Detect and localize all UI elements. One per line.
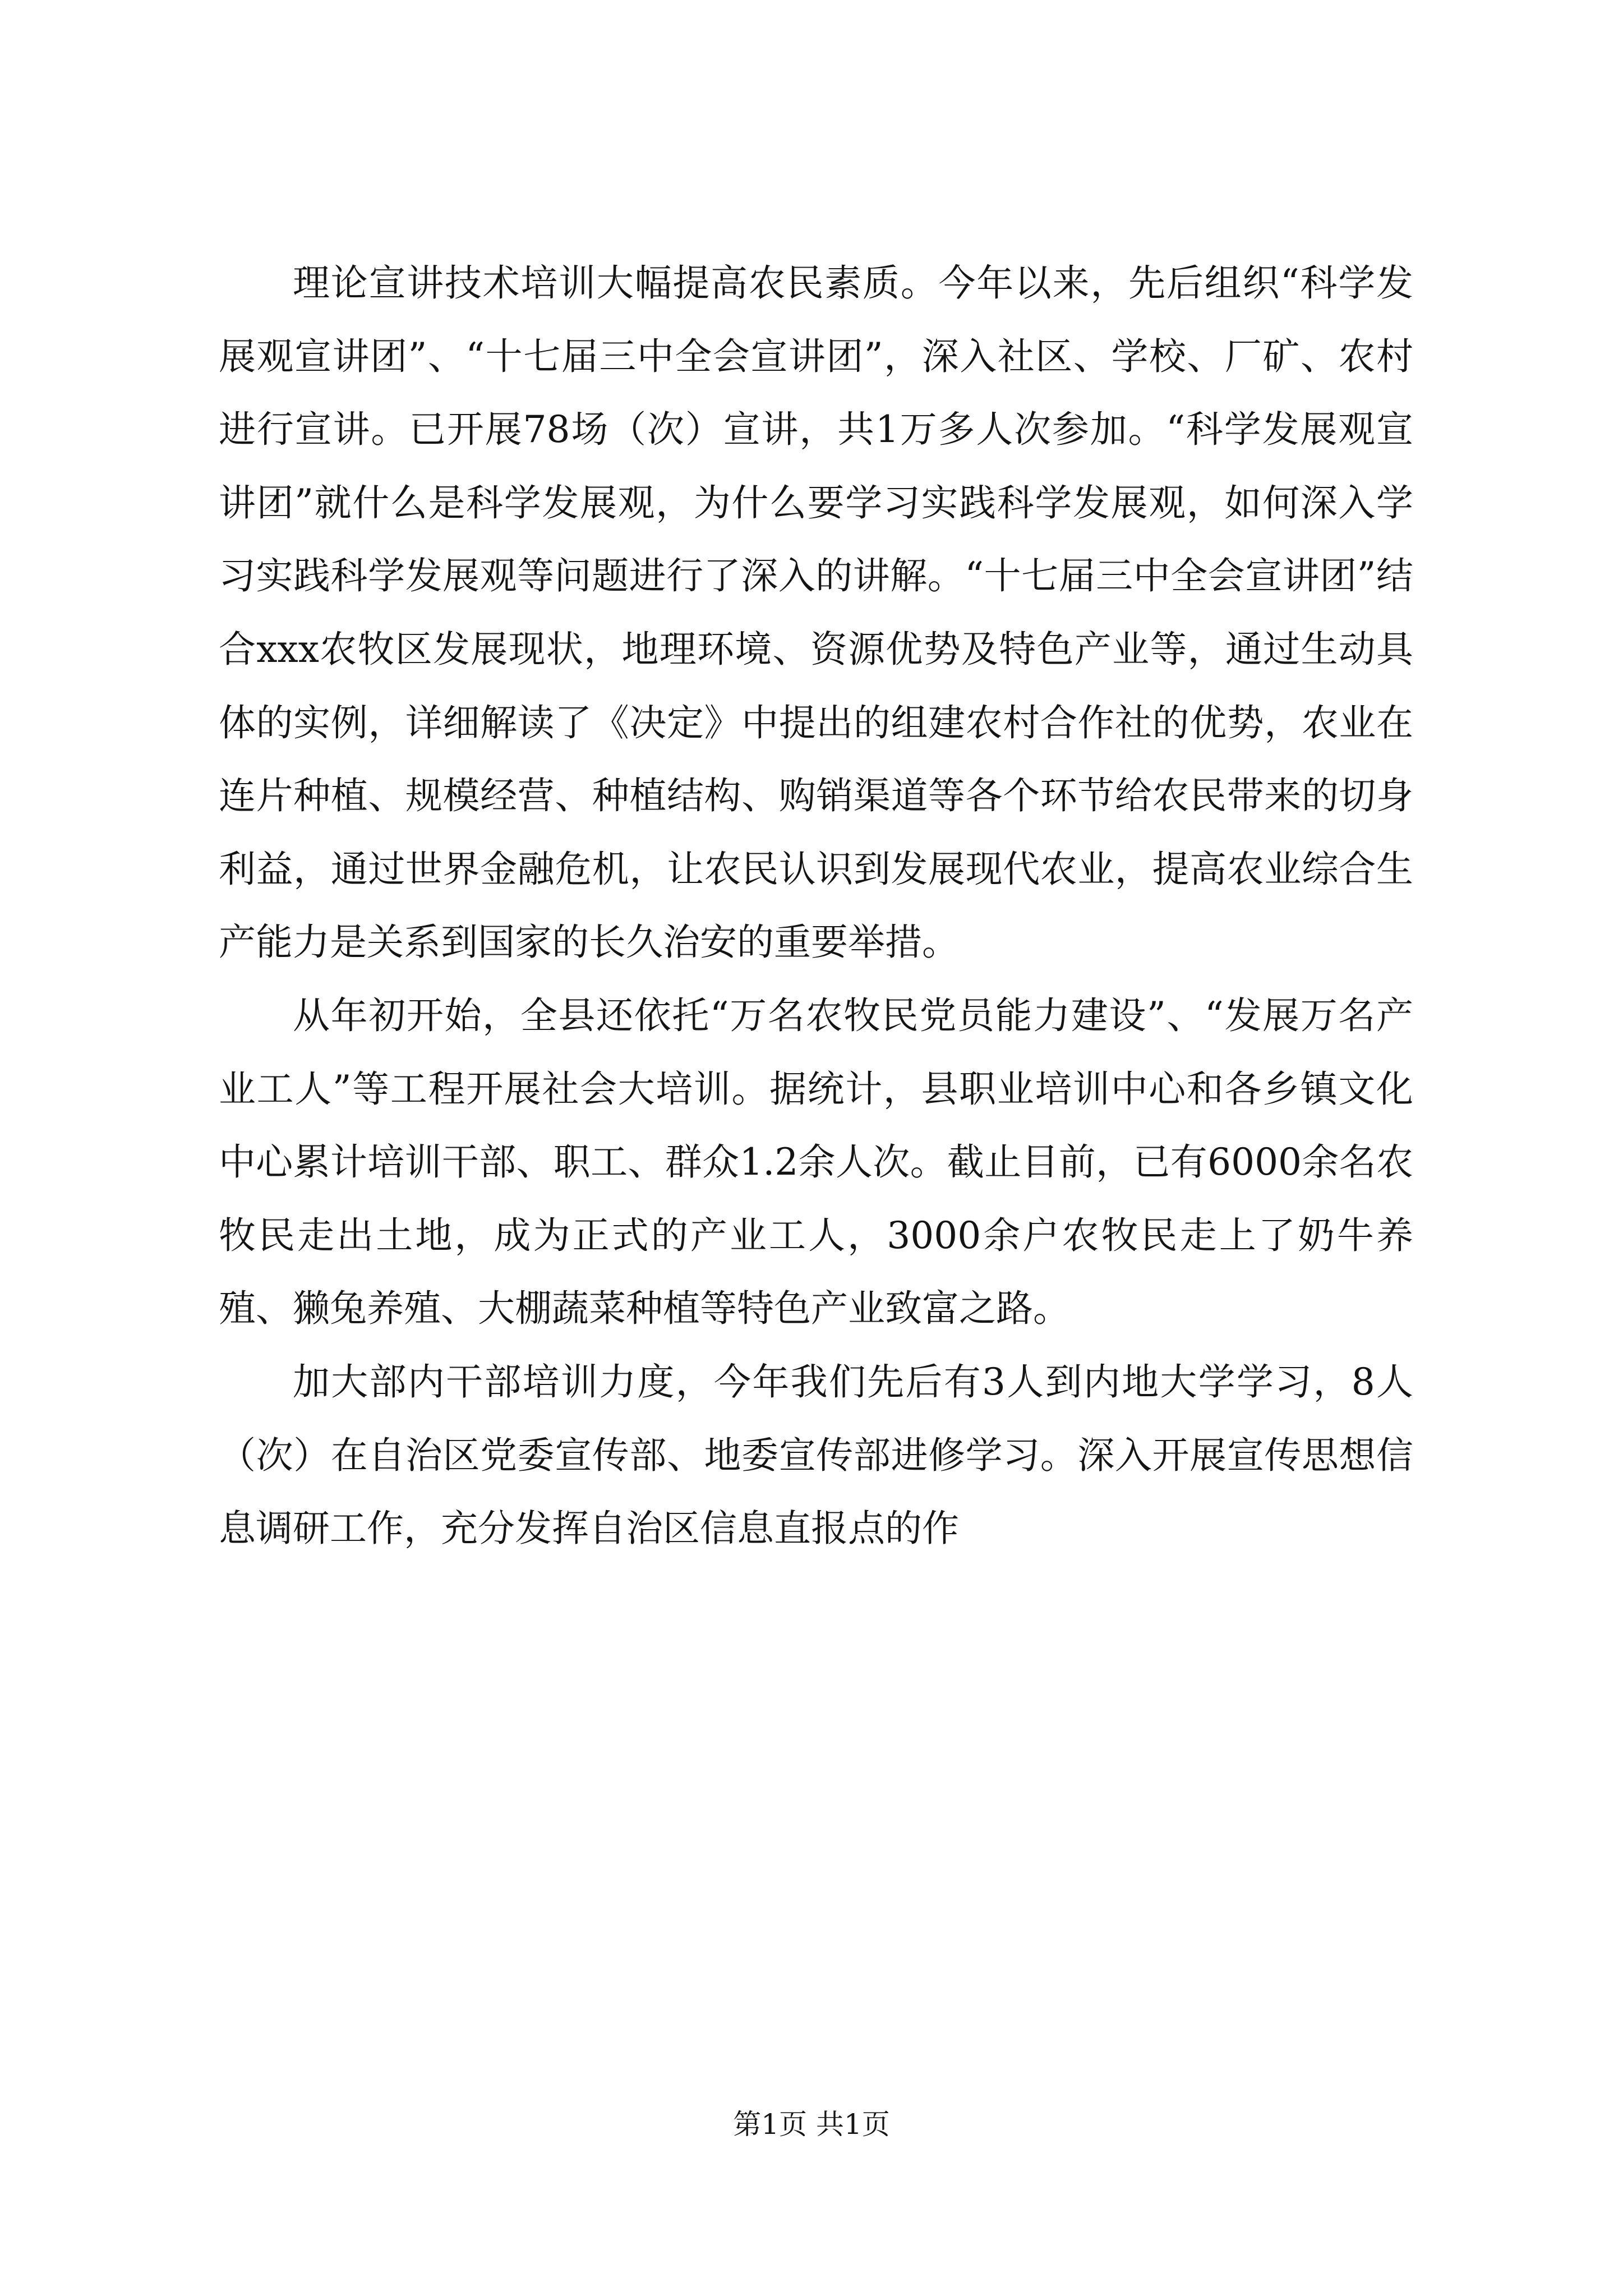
document-body bbox=[219, 247, 1413, 1566]
paragraph-1: 理论宣讲技术培训大幅提高农民素质。今年以来，先后组织“科学发展观宣讲团”、“十七届三中全会宣讲团”，深入社区、学校、厂矿、农村进行宣讲。已开展78场（次）宣讲，共1万多人次参加。“科学发展观宣讲团”就什么是科学发展观，为什么要学习实践科学发展观，如何深入学习实践科学发展观等问题进行了深入的讲解。“十七届三中全会宣讲团”结合xxx农牧区发展现状，地理环境、资源优势及特色产业等，通过生动具体的实例，详细解读了《决定》中提出的组建农村合作社的优势，农业在连片种植、规模经营、种植结构、购销渠道等各个环节给农民带来的切身利益，通过世界金融危机，让农民认识到发展现代农业，提高农业综合生产能力是关系到国家的长久治安的重要举措。 bbox=[219, 261, 1413, 964]
page-footer: 第1页 共1页 bbox=[733, 2108, 890, 2141]
paragraph-2: 从年初开始，全县还依托“万名农牧民党员能力建设”、“发展万名产业工人”等工程开展社会大培训。据统计，县职业培训中心和各乡镇文化中心累计培训干部、职工、群众1.2余人次。截止目前，已有6000余名农牧民走出土地，成为正式的产业工人，3000余户农牧民走上了奶牛养殖、獭兔养殖、大棚蔬菜种植等特色产业致富之路。 bbox=[219, 993, 1413, 1331]
paragraph-3: 加大部内干部培训力度，今年我们先后有3人到内地大学学习，8人（次）在自治区党委宣传部、地委宣传部进修学习。深入开展宣传思想信息调研工作，充分发挥自治区信息直报点的作 bbox=[219, 1360, 1413, 1550]
